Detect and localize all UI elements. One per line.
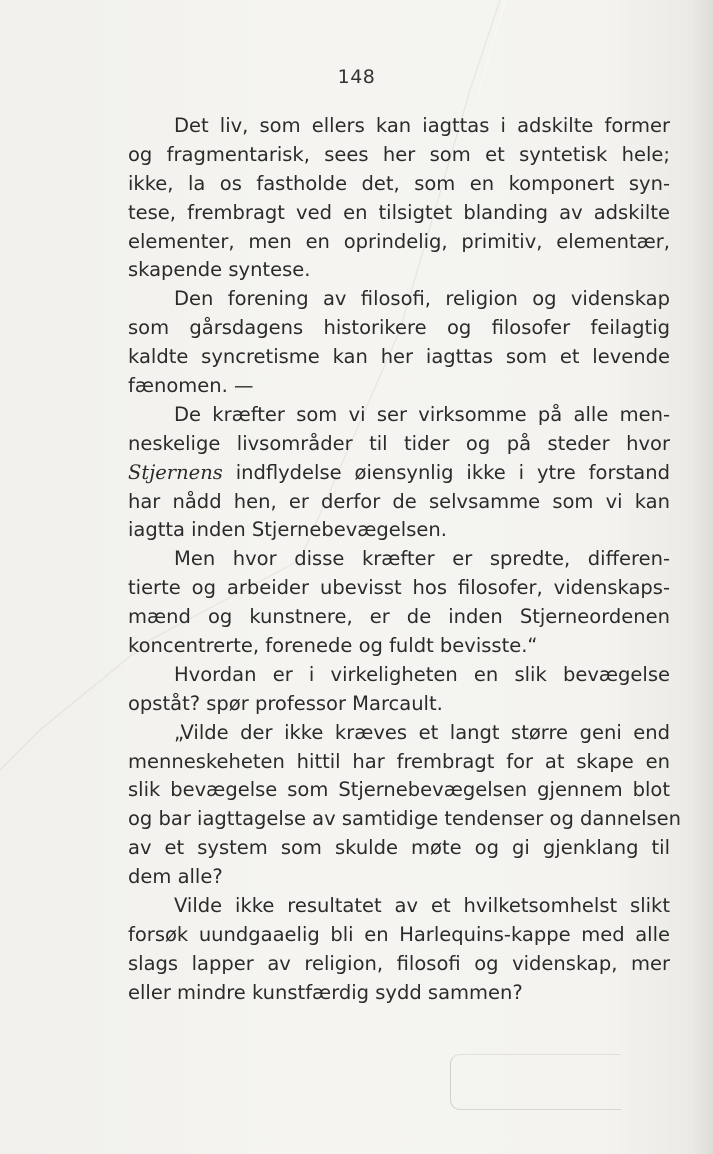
- text-line: ikke, la os fastholde det, som en komponert syn-: [128, 171, 670, 195]
- text-line: og fragmentarisk, sees her som et syntetisk hele;: [128, 142, 670, 166]
- text-line: iagtta inden Stjernebevægelsen.: [128, 518, 447, 542]
- text-line: skapende syntese.: [128, 258, 311, 282]
- body-text: [128, 112, 681, 1008]
- text-line: Stjernens indflydelse øiensynlig ikke i ytre forstand: [128, 460, 670, 484]
- text-line: slik bevægelse som Stjernebevægelsen gjennem blot: [128, 778, 670, 802]
- text-line: kaldte syncretisme kan her iagttas som et levende: [128, 345, 670, 369]
- text-line: „Vilde der ikke kræves et langt større geni end: [174, 720, 670, 744]
- text-line: har nådd hen, er derfor de selvsamme som vi kan: [128, 489, 670, 513]
- text-line: tierte og arbeider ubevisst hos filosofer, videnskaps-: [128, 576, 670, 600]
- text-line: eller mindre kunstfærdig sydd sammen?: [128, 980, 523, 1004]
- text-line: menneskeheten hittil har frembragt for at skape en: [128, 749, 670, 773]
- text-line: Hvordan er i virkeligheten en slik bevægelse: [174, 662, 670, 686]
- text-line: slags lapper av religion, filosofi og videnskap, mer: [128, 951, 670, 975]
- library-stamp-outline: [450, 1054, 621, 1110]
- text-line: dem alle?: [128, 865, 223, 889]
- text-line: koncentrerte, forenede og fuldt bevisste.“: [128, 634, 538, 658]
- text-line: Den forening av filosofi, religion og videnskap: [174, 287, 670, 311]
- text-line: elementer, men en oprindelig, primitiv, elementær,: [128, 229, 670, 253]
- text-line: forsøk uundgaaelig bli en Harlequins-kappe med alle: [128, 922, 670, 946]
- text-line: Det liv, som ellers kan iagttas i adskilte former: [174, 114, 670, 137]
- page-number: 148: [337, 66, 376, 88]
- text-line: av et system som skulde møte og gi gjenklang til: [128, 836, 670, 860]
- text-line: Vilde ikke resultatet av et hvilketsomhelst slikt: [174, 894, 670, 918]
- text-line: og bar iagttagelse av samtidige tendenser og dannelsen: [128, 807, 681, 831]
- text-line: mænd og kunstnere, er de inden Stjerneordenen: [128, 605, 670, 629]
- text-line: Men hvor disse kræfter er spredte, differen-: [174, 547, 670, 571]
- text-line: som gårsdagens historikere og filosofer feilagtig: [128, 316, 670, 340]
- text-line: tese, frembragt ved en tilsigtet blanding av adskilte: [128, 200, 670, 224]
- text-line: neskelige livsområder til tider og på steder hvor: [128, 431, 670, 455]
- text-line: fænomen. —: [128, 374, 254, 398]
- text-line: De kræfter som vi ser virksomme på alle men-: [174, 402, 670, 426]
- page-edge-shadow: [691, 0, 713, 1154]
- emphasized-word: Stjernens: [128, 460, 223, 484]
- text-line: opståt? spør professor Marcault.: [128, 691, 443, 715]
